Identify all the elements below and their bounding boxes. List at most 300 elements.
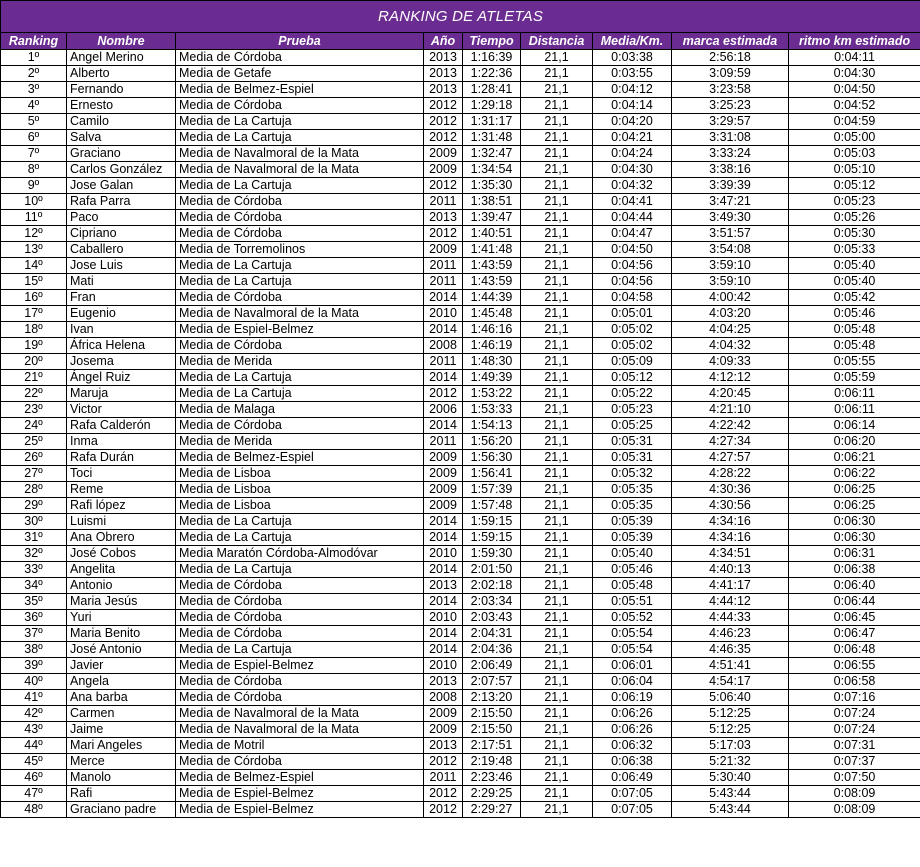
name-cell: Antonio bbox=[67, 578, 176, 594]
rank-cell: 28º bbox=[1, 482, 67, 498]
distance-cell: 21,1 bbox=[521, 210, 593, 226]
estimated-pace-cell: 0:06:45 bbox=[789, 610, 920, 626]
estimated-pace-cell: 0:07:37 bbox=[789, 754, 920, 770]
table-row bbox=[1, 354, 920, 370]
table-row bbox=[1, 50, 920, 66]
pace-cell: 0:05:31 bbox=[593, 450, 672, 466]
estimated-pace-cell: 0:05:26 bbox=[789, 210, 920, 226]
estimated-pace-cell: 0:06:47 bbox=[789, 626, 920, 642]
year-cell: 2006 bbox=[424, 402, 463, 418]
table-row bbox=[1, 738, 920, 754]
estimated-mark-cell: 4:04:32 bbox=[672, 338, 789, 354]
rank-cell: 35º bbox=[1, 594, 67, 610]
race-cell: Media de Belmez-Espiel bbox=[176, 450, 424, 466]
estimated-mark-cell: 5:21:32 bbox=[672, 754, 789, 770]
name-cell: Rafi lópez bbox=[67, 498, 176, 514]
pace-cell: 0:05:01 bbox=[593, 306, 672, 322]
name-cell: Rafa Calderón bbox=[67, 418, 176, 434]
estimated-mark-cell: 3:47:21 bbox=[672, 194, 789, 210]
estimated-mark-cell: 3:54:08 bbox=[672, 242, 789, 258]
time-cell: 1:56:30 bbox=[463, 450, 521, 466]
name-cell: Carmen bbox=[67, 706, 176, 722]
time-cell: 2:29:27 bbox=[463, 802, 521, 818]
rank-cell: 7º bbox=[1, 146, 67, 162]
year-cell: 2013 bbox=[424, 50, 463, 66]
distance-cell: 21,1 bbox=[521, 658, 593, 674]
estimated-pace-cell: 0:08:09 bbox=[789, 786, 920, 802]
race-cell: Media de Navalmoral de la Mata bbox=[176, 146, 424, 162]
time-cell: 1:57:48 bbox=[463, 498, 521, 514]
year-cell: 2010 bbox=[424, 306, 463, 322]
distance-cell: 21,1 bbox=[521, 402, 593, 418]
rank-cell: 13º bbox=[1, 242, 67, 258]
estimated-mark-cell: 3:29:57 bbox=[672, 114, 789, 130]
pace-cell: 0:05:02 bbox=[593, 322, 672, 338]
estimated-mark-cell: 3:09:59 bbox=[672, 66, 789, 82]
rank-cell: 24º bbox=[1, 418, 67, 434]
pace-cell: 0:05:09 bbox=[593, 354, 672, 370]
race-cell: Media de La Cartuja bbox=[176, 370, 424, 386]
pace-cell: 0:05:35 bbox=[593, 482, 672, 498]
name-cell: Salva bbox=[67, 130, 176, 146]
race-cell: Media de Córdoba bbox=[176, 210, 424, 226]
year-cell: 2011 bbox=[424, 258, 463, 274]
distance-cell: 21,1 bbox=[521, 594, 593, 610]
estimated-mark-cell: 3:38:16 bbox=[672, 162, 789, 178]
pace-cell: 0:06:26 bbox=[593, 706, 672, 722]
distance-cell: 21,1 bbox=[521, 450, 593, 466]
year-cell: 2010 bbox=[424, 546, 463, 562]
rank-cell: 4º bbox=[1, 98, 67, 114]
name-cell: Mari Angeles bbox=[67, 738, 176, 754]
table-row bbox=[1, 114, 920, 130]
time-cell: 1:22:36 bbox=[463, 66, 521, 82]
estimated-mark-cell: 5:43:44 bbox=[672, 802, 789, 818]
table-row bbox=[1, 434, 920, 450]
pace-cell: 0:05:31 bbox=[593, 434, 672, 450]
race-cell: Media de Córdoba bbox=[176, 674, 424, 690]
rank-cell: 20º bbox=[1, 354, 67, 370]
estimated-mark-cell: 4:27:34 bbox=[672, 434, 789, 450]
time-cell: 1:32:47 bbox=[463, 146, 521, 162]
pace-cell: 0:06:01 bbox=[593, 658, 672, 674]
table-row bbox=[1, 802, 920, 818]
pace-cell: 0:04:44 bbox=[593, 210, 672, 226]
rank-cell: 41º bbox=[1, 690, 67, 706]
distance-cell: 21,1 bbox=[521, 546, 593, 562]
year-cell: 2009 bbox=[424, 466, 463, 482]
pace-cell: 0:05:12 bbox=[593, 370, 672, 386]
time-cell: 1:59:15 bbox=[463, 514, 521, 530]
name-cell: Josema bbox=[67, 354, 176, 370]
name-cell: Inma bbox=[67, 434, 176, 450]
distance-cell: 21,1 bbox=[521, 754, 593, 770]
rank-cell: 18º bbox=[1, 322, 67, 338]
estimated-mark-cell: 4:03:20 bbox=[672, 306, 789, 322]
pace-cell: 0:04:32 bbox=[593, 178, 672, 194]
name-cell: Ana barba bbox=[67, 690, 176, 706]
year-cell: 2010 bbox=[424, 658, 463, 674]
estimated-pace-cell: 0:06:40 bbox=[789, 578, 920, 594]
estimated-mark-cell: 5:43:44 bbox=[672, 786, 789, 802]
estimated-mark-cell: 4:12:12 bbox=[672, 370, 789, 386]
estimated-pace-cell: 0:06:48 bbox=[789, 642, 920, 658]
rank-cell: 12º bbox=[1, 226, 67, 242]
distance-cell: 21,1 bbox=[521, 722, 593, 738]
pace-cell: 0:03:38 bbox=[593, 50, 672, 66]
table-row bbox=[1, 482, 920, 498]
rank-cell: 22º bbox=[1, 386, 67, 402]
rank-cell: 34º bbox=[1, 578, 67, 594]
rank-cell: 3º bbox=[1, 82, 67, 98]
year-cell: 2013 bbox=[424, 578, 463, 594]
estimated-mark-cell: 4:22:42 bbox=[672, 418, 789, 434]
estimated-pace-cell: 0:06:22 bbox=[789, 466, 920, 482]
time-cell: 1:39:47 bbox=[463, 210, 521, 226]
name-cell: Reme bbox=[67, 482, 176, 498]
pace-cell: 0:04:41 bbox=[593, 194, 672, 210]
pace-cell: 0:05:51 bbox=[593, 594, 672, 610]
estimated-mark-cell: 3:39:39 bbox=[672, 178, 789, 194]
table-title: RANKING DE ATLETAS bbox=[1, 1, 920, 33]
pace-cell: 0:06:26 bbox=[593, 722, 672, 738]
table-row bbox=[1, 370, 920, 386]
estimated-mark-cell: 4:46:23 bbox=[672, 626, 789, 642]
year-cell: 2013 bbox=[424, 674, 463, 690]
pace-cell: 0:05:46 bbox=[593, 562, 672, 578]
estimated-pace-cell: 0:06:21 bbox=[789, 450, 920, 466]
name-cell: Jose Luis bbox=[67, 258, 176, 274]
table-row bbox=[1, 770, 920, 786]
race-cell: Media de Espiel-Belmez bbox=[176, 802, 424, 818]
distance-cell: 21,1 bbox=[521, 178, 593, 194]
estimated-pace-cell: 0:07:31 bbox=[789, 738, 920, 754]
table-row bbox=[1, 514, 920, 530]
pace-cell: 0:04:12 bbox=[593, 82, 672, 98]
name-cell: Jose Galan bbox=[67, 178, 176, 194]
pace-cell: 0:05:02 bbox=[593, 338, 672, 354]
name-cell: Rafa Parra bbox=[67, 194, 176, 210]
race-cell: Media de Córdoba bbox=[176, 50, 424, 66]
distance-cell: 21,1 bbox=[521, 258, 593, 274]
name-cell: José Antonio bbox=[67, 642, 176, 658]
column-header-media-km: Media/Km. bbox=[593, 33, 672, 50]
distance-cell: 21,1 bbox=[521, 242, 593, 258]
pace-cell: 0:05:39 bbox=[593, 514, 672, 530]
table-row bbox=[1, 178, 920, 194]
distance-cell: 21,1 bbox=[521, 626, 593, 642]
name-cell: Javier bbox=[67, 658, 176, 674]
name-cell: Merce bbox=[67, 754, 176, 770]
race-cell: Media de Navalmoral de la Mata bbox=[176, 162, 424, 178]
year-cell: 2009 bbox=[424, 722, 463, 738]
table-row bbox=[1, 98, 920, 114]
estimated-pace-cell: 0:05:48 bbox=[789, 338, 920, 354]
table-row bbox=[1, 690, 920, 706]
time-cell: 2:13:20 bbox=[463, 690, 521, 706]
distance-cell: 21,1 bbox=[521, 562, 593, 578]
year-cell: 2013 bbox=[424, 82, 463, 98]
estimated-mark-cell: 2:56:18 bbox=[672, 50, 789, 66]
estimated-pace-cell: 0:05:46 bbox=[789, 306, 920, 322]
estimated-pace-cell: 0:06:25 bbox=[789, 482, 920, 498]
year-cell: 2014 bbox=[424, 594, 463, 610]
column-header-ritmo-km-estimado: ritmo km estimado bbox=[789, 33, 920, 50]
rank-cell: 26º bbox=[1, 450, 67, 466]
time-cell: 1:46:19 bbox=[463, 338, 521, 354]
year-cell: 2009 bbox=[424, 242, 463, 258]
rank-cell: 15º bbox=[1, 274, 67, 290]
year-cell: 2013 bbox=[424, 66, 463, 82]
race-cell: Media de Motril bbox=[176, 738, 424, 754]
table-row bbox=[1, 274, 920, 290]
estimated-pace-cell: 0:06:55 bbox=[789, 658, 920, 674]
name-cell: Maria Jesús bbox=[67, 594, 176, 610]
time-cell: 2:15:50 bbox=[463, 722, 521, 738]
rank-cell: 47º bbox=[1, 786, 67, 802]
table-row bbox=[1, 706, 920, 722]
column-header-distancia: Distancia bbox=[521, 33, 593, 50]
estimated-mark-cell: 4:34:16 bbox=[672, 514, 789, 530]
time-cell: 1:31:17 bbox=[463, 114, 521, 130]
race-cell: Media de Córdoba bbox=[176, 226, 424, 242]
pace-cell: 0:04:30 bbox=[593, 162, 672, 178]
distance-cell: 21,1 bbox=[521, 66, 593, 82]
race-cell: Media de Lisboa bbox=[176, 466, 424, 482]
estimated-mark-cell: 5:12:25 bbox=[672, 722, 789, 738]
race-cell: Media de La Cartuja bbox=[176, 562, 424, 578]
name-cell: Ivan bbox=[67, 322, 176, 338]
estimated-pace-cell: 0:06:25 bbox=[789, 498, 920, 514]
time-cell: 1:56:41 bbox=[463, 466, 521, 482]
pace-cell: 0:04:47 bbox=[593, 226, 672, 242]
distance-cell: 21,1 bbox=[521, 482, 593, 498]
distance-cell: 21,1 bbox=[521, 370, 593, 386]
year-cell: 2014 bbox=[424, 290, 463, 306]
race-cell: Media de La Cartuja bbox=[176, 130, 424, 146]
year-cell: 2008 bbox=[424, 338, 463, 354]
estimated-pace-cell: 0:06:20 bbox=[789, 434, 920, 450]
race-cell: Media de Belmez-Espiel bbox=[176, 82, 424, 98]
race-cell: Media de Navalmoral de la Mata bbox=[176, 706, 424, 722]
table-row bbox=[1, 546, 920, 562]
time-cell: 1:41:48 bbox=[463, 242, 521, 258]
year-cell: 2013 bbox=[424, 210, 463, 226]
column-header-ranking: Ranking bbox=[1, 33, 67, 50]
table-row bbox=[1, 162, 920, 178]
distance-cell: 21,1 bbox=[521, 690, 593, 706]
distance-cell: 21,1 bbox=[521, 274, 593, 290]
race-cell: Media de Córdoba bbox=[176, 98, 424, 114]
table-row bbox=[1, 130, 920, 146]
time-cell: 2:02:18 bbox=[463, 578, 521, 594]
table-row bbox=[1, 594, 920, 610]
estimated-mark-cell: 4:40:13 bbox=[672, 562, 789, 578]
table-row bbox=[1, 610, 920, 626]
table-row bbox=[1, 418, 920, 434]
race-cell: Media de Belmez-Espiel bbox=[176, 770, 424, 786]
estimated-mark-cell: 4:30:36 bbox=[672, 482, 789, 498]
year-cell: 2014 bbox=[424, 626, 463, 642]
estimated-pace-cell: 0:05:40 bbox=[789, 258, 920, 274]
estimated-mark-cell: 3:59:10 bbox=[672, 274, 789, 290]
name-cell: Mati bbox=[67, 274, 176, 290]
distance-cell: 21,1 bbox=[521, 578, 593, 594]
estimated-pace-cell: 0:06:31 bbox=[789, 546, 920, 562]
estimated-mark-cell: 3:59:10 bbox=[672, 258, 789, 274]
name-cell: Cipriano bbox=[67, 226, 176, 242]
race-cell: Media de La Cartuja bbox=[176, 114, 424, 130]
race-cell: Media de Córdoba bbox=[176, 626, 424, 642]
time-cell: 1:40:51 bbox=[463, 226, 521, 242]
time-cell: 1:28:41 bbox=[463, 82, 521, 98]
table-row bbox=[1, 226, 920, 242]
race-cell: Media de Merida bbox=[176, 354, 424, 370]
name-cell: Manolo bbox=[67, 770, 176, 786]
time-cell: 2:06:49 bbox=[463, 658, 521, 674]
estimated-mark-cell: 4:27:57 bbox=[672, 450, 789, 466]
rank-cell: 5º bbox=[1, 114, 67, 130]
year-cell: 2009 bbox=[424, 450, 463, 466]
pace-cell: 0:05:48 bbox=[593, 578, 672, 594]
name-cell: Carlos González bbox=[67, 162, 176, 178]
column-header-marca-estimada: marca estimada bbox=[672, 33, 789, 50]
name-cell: Graciano padre bbox=[67, 802, 176, 818]
name-cell: Fran bbox=[67, 290, 176, 306]
distance-cell: 21,1 bbox=[521, 146, 593, 162]
estimated-pace-cell: 0:04:30 bbox=[789, 66, 920, 82]
pace-cell: 0:06:19 bbox=[593, 690, 672, 706]
pace-cell: 0:04:58 bbox=[593, 290, 672, 306]
time-cell: 1:34:54 bbox=[463, 162, 521, 178]
time-cell: 1:54:13 bbox=[463, 418, 521, 434]
time-cell: 2:07:57 bbox=[463, 674, 521, 690]
estimated-mark-cell: 4:51:41 bbox=[672, 658, 789, 674]
estimated-pace-cell: 0:04:59 bbox=[789, 114, 920, 130]
rank-cell: 38º bbox=[1, 642, 67, 658]
race-cell: Media de Lisboa bbox=[176, 498, 424, 514]
pace-cell: 0:05:32 bbox=[593, 466, 672, 482]
table-row bbox=[1, 722, 920, 738]
rank-cell: 33º bbox=[1, 562, 67, 578]
race-cell: Media de La Cartuja bbox=[176, 514, 424, 530]
year-cell: 2008 bbox=[424, 690, 463, 706]
table-row bbox=[1, 338, 920, 354]
estimated-mark-cell: 4:41:17 bbox=[672, 578, 789, 594]
distance-cell: 21,1 bbox=[521, 642, 593, 658]
race-cell: Media de Espiel-Belmez bbox=[176, 786, 424, 802]
race-cell: Media de La Cartuja bbox=[176, 386, 424, 402]
rank-cell: 23º bbox=[1, 402, 67, 418]
estimated-pace-cell: 0:05:55 bbox=[789, 354, 920, 370]
table-row bbox=[1, 258, 920, 274]
name-cell: Rafi bbox=[67, 786, 176, 802]
distance-cell: 21,1 bbox=[521, 466, 593, 482]
name-cell: Jaime bbox=[67, 722, 176, 738]
estimated-pace-cell: 0:05:30 bbox=[789, 226, 920, 242]
pace-cell: 0:04:50 bbox=[593, 242, 672, 258]
estimated-mark-cell: 4:54:17 bbox=[672, 674, 789, 690]
race-cell: Media de Malaga bbox=[176, 402, 424, 418]
pace-cell: 0:04:21 bbox=[593, 130, 672, 146]
estimated-pace-cell: 0:04:50 bbox=[789, 82, 920, 98]
table-row bbox=[1, 754, 920, 770]
pace-cell: 0:03:55 bbox=[593, 66, 672, 82]
distance-cell: 21,1 bbox=[521, 434, 593, 450]
race-cell: Media de Navalmoral de la Mata bbox=[176, 722, 424, 738]
estimated-pace-cell: 0:05:42 bbox=[789, 290, 920, 306]
race-cell: Media de Córdoba bbox=[176, 578, 424, 594]
table-row bbox=[1, 578, 920, 594]
rank-cell: 16º bbox=[1, 290, 67, 306]
race-cell: Media de Torremolinos bbox=[176, 242, 424, 258]
estimated-mark-cell: 4:34:51 bbox=[672, 546, 789, 562]
time-cell: 1:45:48 bbox=[463, 306, 521, 322]
race-cell: Media de Córdoba bbox=[176, 594, 424, 610]
pace-cell: 0:05:39 bbox=[593, 530, 672, 546]
pace-cell: 0:06:32 bbox=[593, 738, 672, 754]
distance-cell: 21,1 bbox=[521, 98, 593, 114]
estimated-mark-cell: 5:06:40 bbox=[672, 690, 789, 706]
race-cell: Media de Merida bbox=[176, 434, 424, 450]
estimated-pace-cell: 0:06:11 bbox=[789, 386, 920, 402]
rank-cell: 37º bbox=[1, 626, 67, 642]
table-row bbox=[1, 66, 920, 82]
year-cell: 2014 bbox=[424, 514, 463, 530]
pace-cell: 0:04:14 bbox=[593, 98, 672, 114]
table-row bbox=[1, 626, 920, 642]
name-cell: Yuri bbox=[67, 610, 176, 626]
time-cell: 1:59:30 bbox=[463, 546, 521, 562]
year-cell: 2012 bbox=[424, 786, 463, 802]
race-cell: Media de La Cartuja bbox=[176, 274, 424, 290]
table-row bbox=[1, 530, 920, 546]
rank-cell: 44º bbox=[1, 738, 67, 754]
time-cell: 1:44:39 bbox=[463, 290, 521, 306]
estimated-pace-cell: 0:06:30 bbox=[789, 514, 920, 530]
pace-cell: 0:07:05 bbox=[593, 802, 672, 818]
estimated-pace-cell: 0:06:14 bbox=[789, 418, 920, 434]
estimated-pace-cell: 0:04:11 bbox=[789, 50, 920, 66]
table-row bbox=[1, 402, 920, 418]
table-row bbox=[1, 242, 920, 258]
race-cell: Media de Espiel-Belmez bbox=[176, 658, 424, 674]
distance-cell: 21,1 bbox=[521, 226, 593, 242]
table-row bbox=[1, 658, 920, 674]
time-cell: 2:19:48 bbox=[463, 754, 521, 770]
estimated-mark-cell: 4:44:12 bbox=[672, 594, 789, 610]
rank-cell: 2º bbox=[1, 66, 67, 82]
pace-cell: 0:04:20 bbox=[593, 114, 672, 130]
distance-cell: 21,1 bbox=[521, 418, 593, 434]
pace-cell: 0:05:22 bbox=[593, 386, 672, 402]
time-cell: 2:01:50 bbox=[463, 562, 521, 578]
distance-cell: 21,1 bbox=[521, 290, 593, 306]
year-cell: 2012 bbox=[424, 754, 463, 770]
year-cell: 2014 bbox=[424, 418, 463, 434]
time-cell: 1:48:30 bbox=[463, 354, 521, 370]
year-cell: 2011 bbox=[424, 434, 463, 450]
distance-cell: 21,1 bbox=[521, 706, 593, 722]
estimated-mark-cell: 4:46:35 bbox=[672, 642, 789, 658]
year-cell: 2009 bbox=[424, 482, 463, 498]
distance-cell: 21,1 bbox=[521, 306, 593, 322]
year-cell: 2014 bbox=[424, 562, 463, 578]
time-cell: 2:17:51 bbox=[463, 738, 521, 754]
rank-cell: 46º bbox=[1, 770, 67, 786]
pace-cell: 0:06:04 bbox=[593, 674, 672, 690]
time-cell: 1:31:48 bbox=[463, 130, 521, 146]
